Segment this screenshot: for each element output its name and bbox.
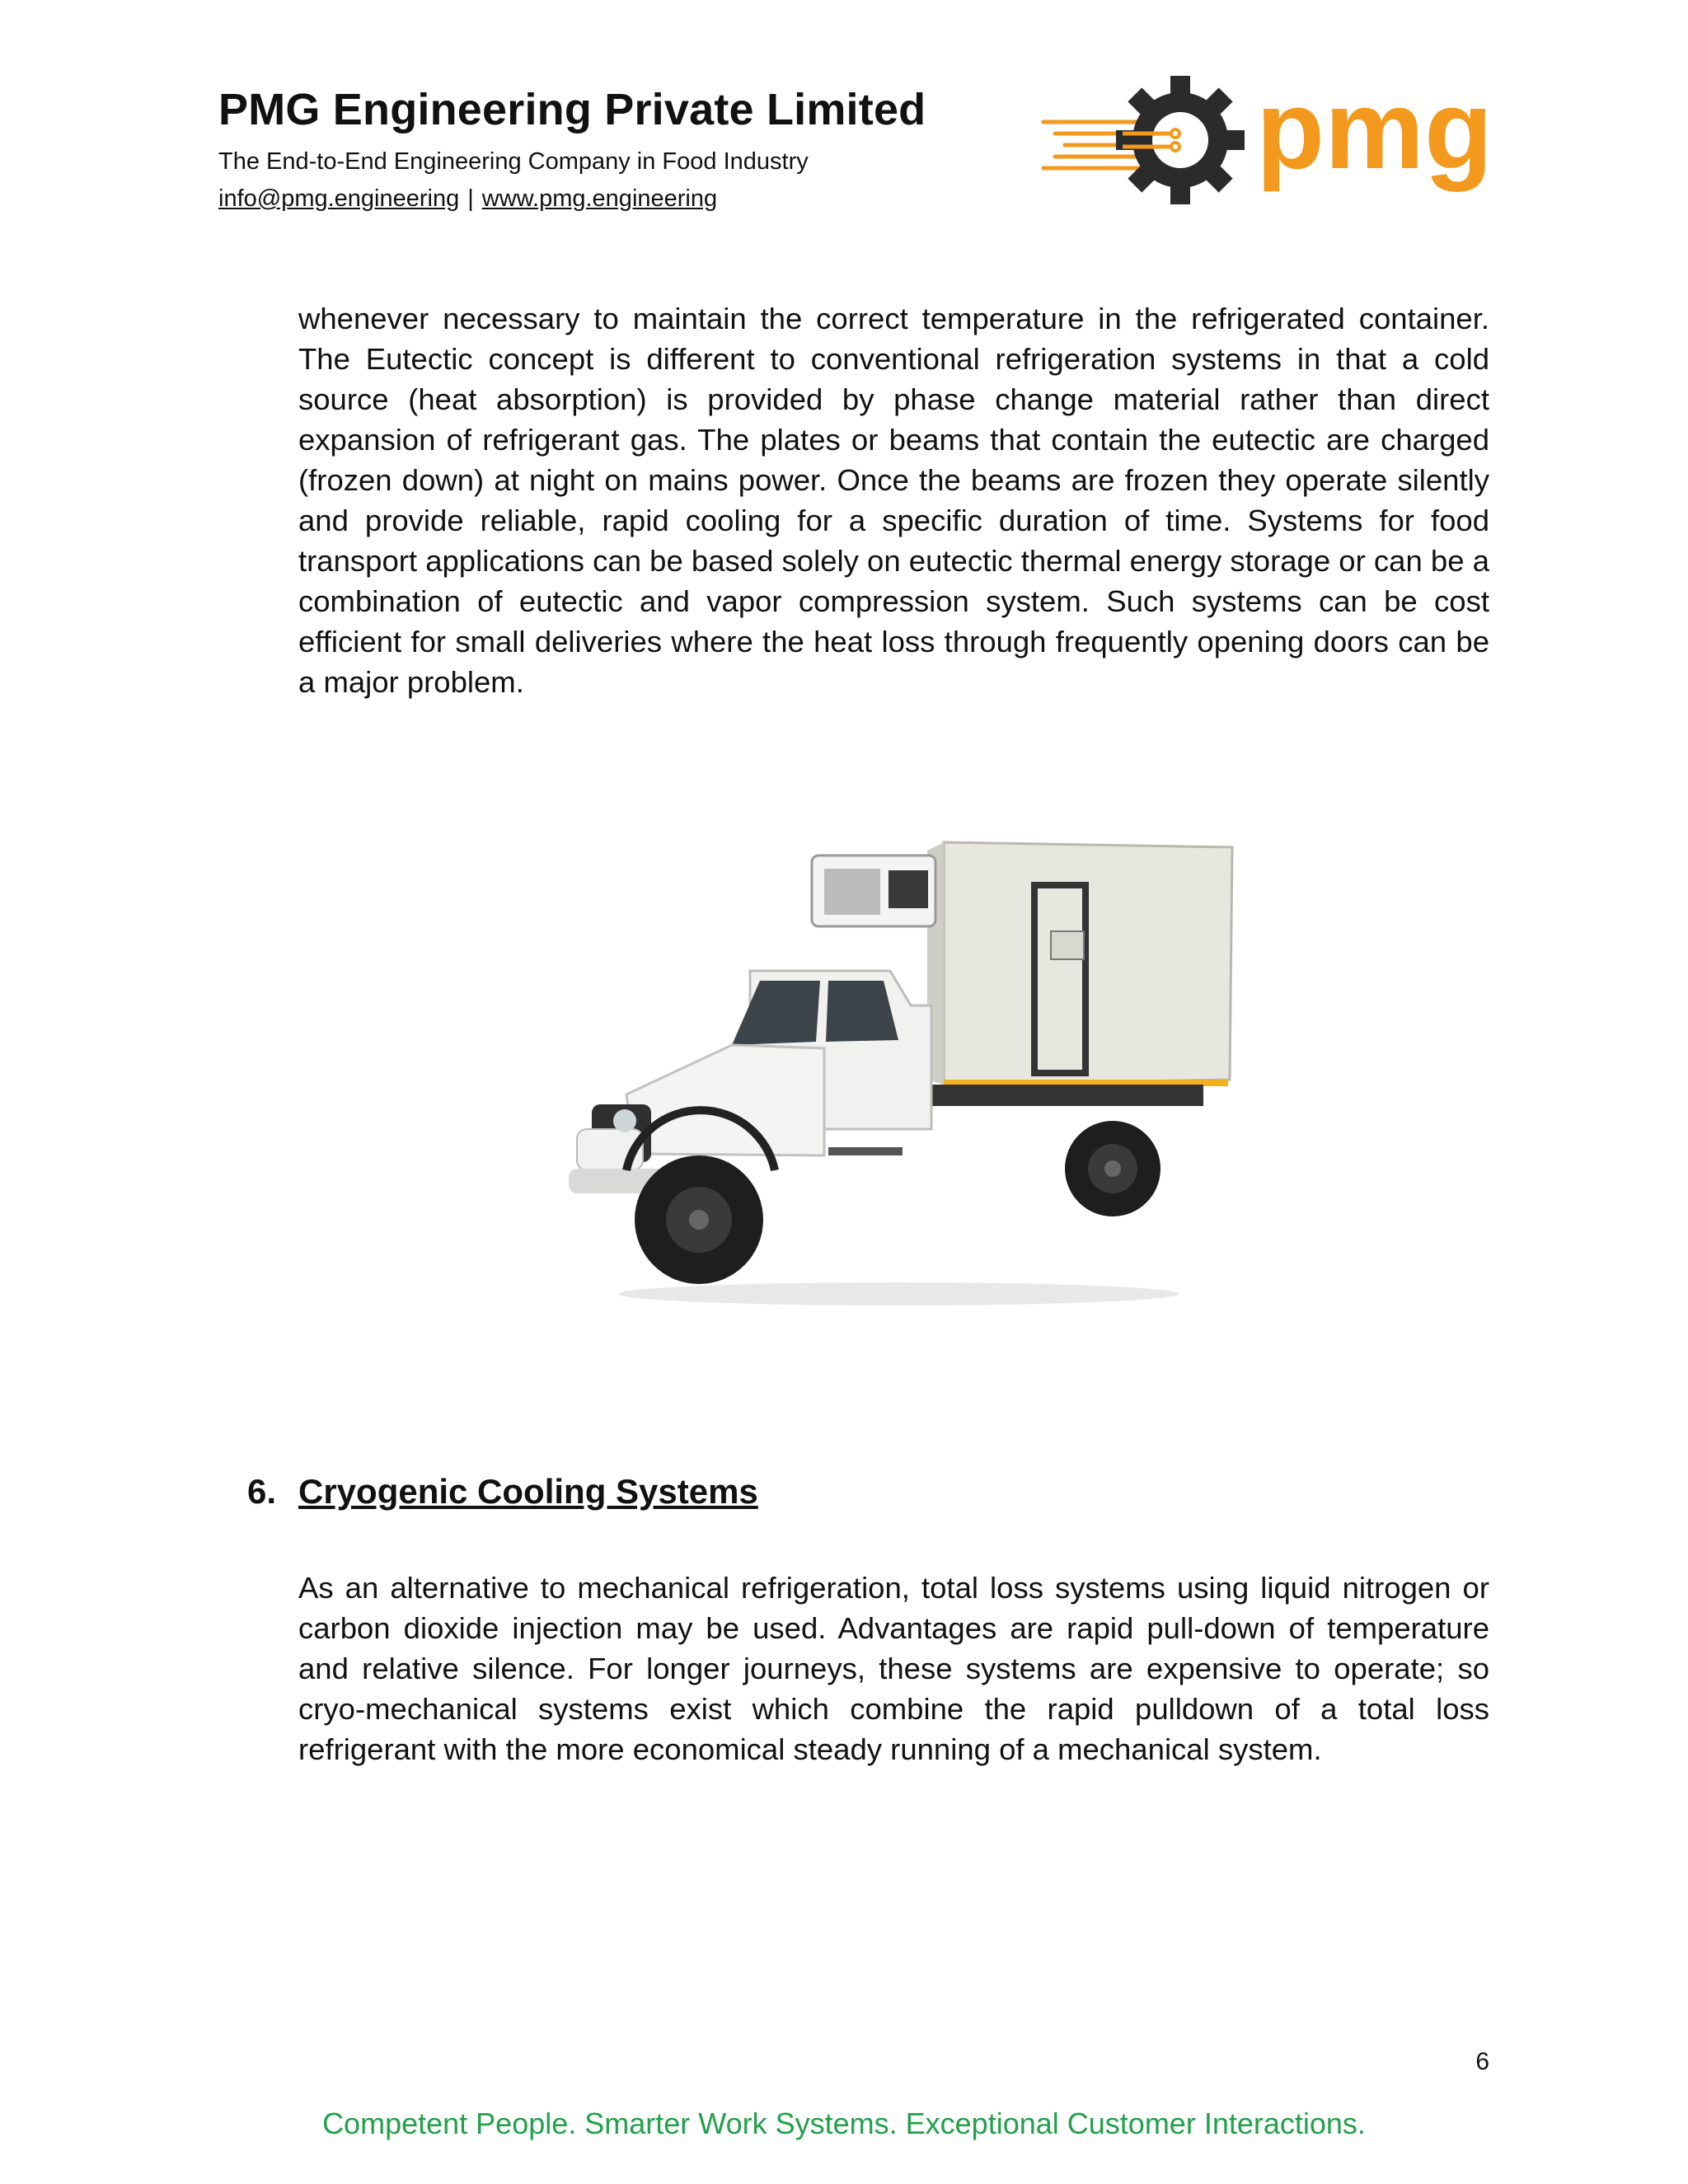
refrigerated-truck-image — [544, 832, 1253, 1310]
company-tagline: The End-to-End Engineering Company in Food Industry — [218, 148, 809, 175]
gear-icon — [1116, 76, 1245, 204]
front-wheel — [635, 1155, 763, 1284]
company-name: PMG Engineering Private Limited — [218, 85, 926, 134]
footer-motto: Competent People. Smarter Work Systems. Exceptional Customer Interactions. — [322, 2107, 1366, 2140]
page-number: 6 — [1475, 2048, 1489, 2075]
email-link[interactable]: info@pmg.engineering — [218, 185, 460, 212]
logo-text: pmg — [1256, 67, 1493, 192]
rear-wheel — [1065, 1121, 1160, 1216]
contact-separator: | — [467, 185, 474, 212]
pmg-logo — [1040, 67, 1493, 211]
section-title: Cryogenic Cooling Systems — [298, 1472, 758, 1511]
eutectic-paragraph: whenever necessary to maintain the correct temperature in the refrigerated container. The Eutectic concept is different to conventional refrigeration systems in that a cold source (heat absorption) is provided by phase change material rather than direct expansion of refrigerant gas. The plates or beams that contain the eutectic are charged (frozen down) at night on mains power. Once the beams are frozen they operate silently and provide reliable, rapid cooling for a specific duration of time. Systems for food transport applications can be based solely on eutectic thermal energy storage or can be a combination of eutectic and vapor compression system. Such systems can be cost efficient for small deliveries where the heat loss through frequently opening doors can be a major problem. — [298, 302, 1489, 699]
section-number: 6. — [247, 1472, 277, 1511]
contact-line — [218, 185, 717, 213]
section-heading — [247, 1472, 758, 1511]
cryogenic-paragraph: As an alternative to mechanical refrigeration, total loss systems using liquid nitrogen or carbon dioxide injection may be used. Advantages are rapid pull-down of temperature and relative silence. For longer journeys, these systems are expensive to operate; so cryo-mechanical systems exist which combine the rapid pulldown of a total loss refrigerant with the more economical steady running of a mechanical system. — [298, 1571, 1489, 1766]
website-link[interactable]: www.pmg.engineering — [481, 185, 718, 212]
